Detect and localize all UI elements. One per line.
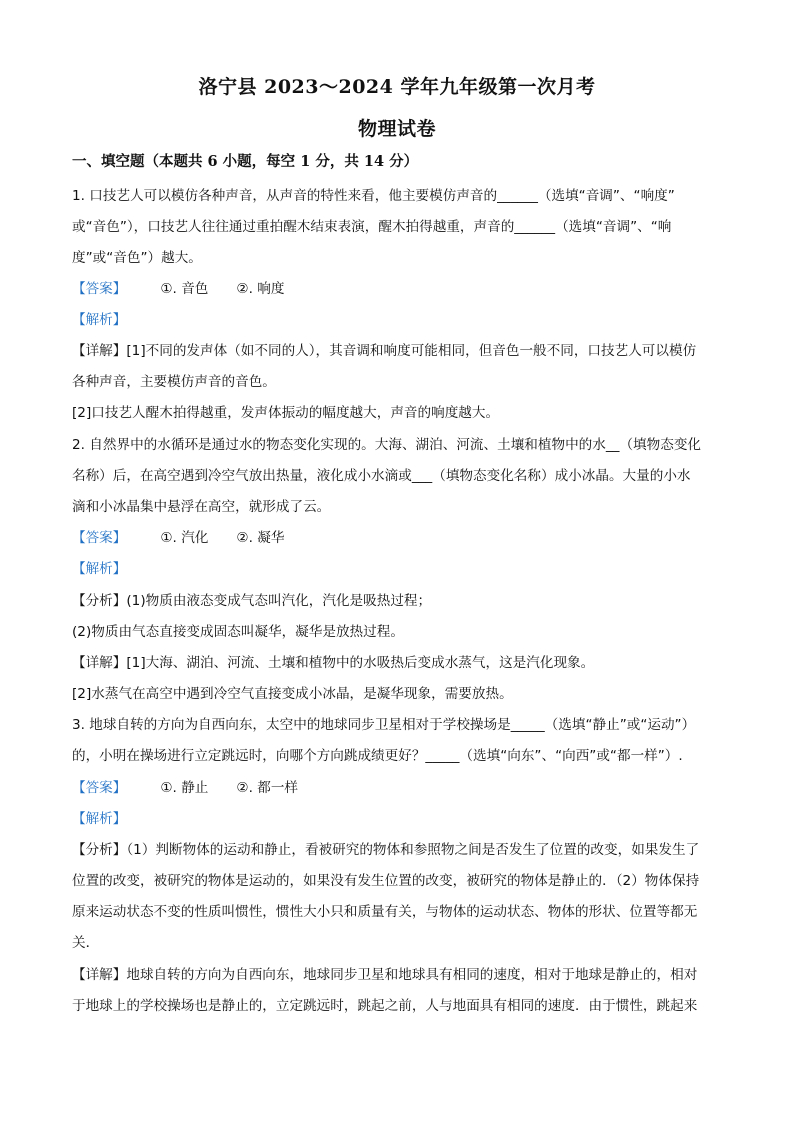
q1-answer-tag: 【答案】 bbox=[72, 281, 127, 297]
q2-detail-tag: 【详解】 bbox=[72, 655, 127, 671]
q2-fenxi-tag: 【分析】 bbox=[72, 593, 127, 609]
q2-line-2: 名称）后，在高空遇到冷空气放出热量，液化成小水滴或___（填物态变化名称）成小冰晶。大量的小水 bbox=[72, 468, 691, 484]
q3-fenxi-line-1: （1）判断物体的运动和静止，看被研究的物体和参照物之间是否发生了位置的改变，如果发生了 bbox=[126, 842, 700, 858]
q3-line-1: 3. 地球自转的方向为自西向东，太空中的地球同步卫星相对于学校操场是_____（选填“静止”或“运动”） bbox=[72, 717, 696, 733]
q1-line-1: 1. 口技艺人可以模仿各种声音，从声音的特性来看，他主要模仿声音的______（选填“音调”、“响度” bbox=[72, 188, 675, 204]
q2-line-3: 滴和小冰晶集中悬浮在高空，就形成了云。 bbox=[72, 499, 331, 515]
q2-line-1: 2. 自然界中的水循环是通过水的物态变化实现的。大海、湖泊、河流、土壤和植物中的水__（填物态变化 bbox=[72, 437, 702, 453]
q2-analysis-row bbox=[72, 557, 126, 577]
q2-detail-line-1: [1]大海、湖泊、河流、土壤和植物中的水吸热后变成水蒸气，这是汽化现象。 bbox=[126, 655, 595, 671]
q3-detail-tag: 【详解】 bbox=[72, 967, 127, 983]
q1-answer-row bbox=[72, 277, 284, 297]
q2-answer-1: ①. 汽化 bbox=[160, 530, 209, 546]
q1-analysis-row bbox=[72, 308, 126, 328]
q3-fenxi-tag: 【分析】 bbox=[72, 842, 127, 858]
q3-line-2: 的，小明在操场进行立定跳远时，向哪个方向跳成绩更好？_____（选填“向东”、“向西”或“都一样”）. bbox=[72, 748, 683, 764]
q3-fenxi-line-3: 原来运动状态不变的性质叫惯性，惯性大小只和质量有关，与物体的运动状态、物体的形状、位置等都无 bbox=[72, 904, 698, 920]
q3-fenxi-row-1 bbox=[72, 838, 699, 858]
q1-line-2: 或“音色”），口技艺人往往通过重拍醒木结束表演，醒木拍得越重，声音的______（选填“音调”、“响 bbox=[72, 219, 672, 235]
q2-fenxi-line-1: (1)物质由液态变成气态叫汽化，汽化是吸热过程； bbox=[126, 593, 432, 609]
q2-detail-row-1 bbox=[72, 651, 594, 671]
q1-analysis-tag: 【解析】 bbox=[72, 312, 127, 328]
q3-detail-line-1: 地球自转的方向为自西向东，地球同步卫星和地球具有相同的速度，相对于地球是静止的，相对 bbox=[126, 967, 698, 983]
q1-answer-2: ②. 响度 bbox=[236, 281, 285, 297]
q1-detail-row-1 bbox=[72, 339, 696, 359]
q3-fenxi-line-2: 位置的改变，被研究的物体是运动的，如果没有发生位置的改变，被研究的物体是静止的．（2）物体保持 bbox=[72, 873, 700, 889]
q3-answer-2: ②. 都一样 bbox=[236, 780, 299, 796]
q3-answer-row bbox=[72, 776, 298, 796]
q1-detail-line-2: 各种声音，主要模仿声音的音色。 bbox=[72, 374, 276, 390]
q3-analysis-tag: 【解析】 bbox=[72, 811, 127, 827]
q1-answer-1: ①. 音色 bbox=[160, 281, 209, 297]
section-heading: 一、填空题（本题共 6 小题，每空 1 分，共 14 分） bbox=[72, 153, 419, 170]
exam-title: 洛宁县 2023～2024 学年九年级第一次月考 bbox=[198, 76, 596, 98]
q3-detail-row-1 bbox=[72, 963, 697, 983]
q3-fenxi-line-4: 关． bbox=[72, 935, 100, 951]
q3-analysis-row bbox=[72, 807, 126, 827]
q2-answer-row bbox=[72, 526, 284, 546]
q2-fenxi-line-2: (2)物质由气态直接变成固态叫凝华，凝华是放热过程。 bbox=[72, 624, 404, 640]
q2-fenxi-row-1 bbox=[72, 589, 431, 609]
q1-detail-tag: 【详解】 bbox=[72, 343, 127, 359]
q2-answer-2: ②. 凝华 bbox=[236, 530, 285, 546]
q2-detail-line-2: [2]水蒸气在高空中遇到冷空气直接变成小冰晶，是凝华现象，需要放热。 bbox=[72, 686, 513, 702]
q2-analysis-tag: 【解析】 bbox=[72, 561, 127, 577]
q1-line-3: 度”或“音色”）越大。 bbox=[72, 250, 202, 266]
q3-answer-tag: 【答案】 bbox=[72, 780, 127, 796]
exam-subtitle: 物理试卷 bbox=[357, 118, 436, 140]
q1-detail-line-3: [2]口技艺人醒木拍得越重，发声体振动的幅度越大，声音的响度越大。 bbox=[72, 405, 500, 421]
q2-answer-tag: 【答案】 bbox=[72, 530, 127, 546]
q1-detail-line-1: [1]不同的发声体（如不同的人），其音调和响度可能相同，但音色一般不同，口技艺人可以模仿 bbox=[126, 343, 697, 359]
q3-answer-1: ①. 静止 bbox=[160, 780, 209, 796]
q3-detail-line-2: 于地球上的学校操场也是静止的，立定跳远时，跳起之前，人与地面具有相同的速度．由于惯性，跳起来 bbox=[72, 998, 698, 1014]
